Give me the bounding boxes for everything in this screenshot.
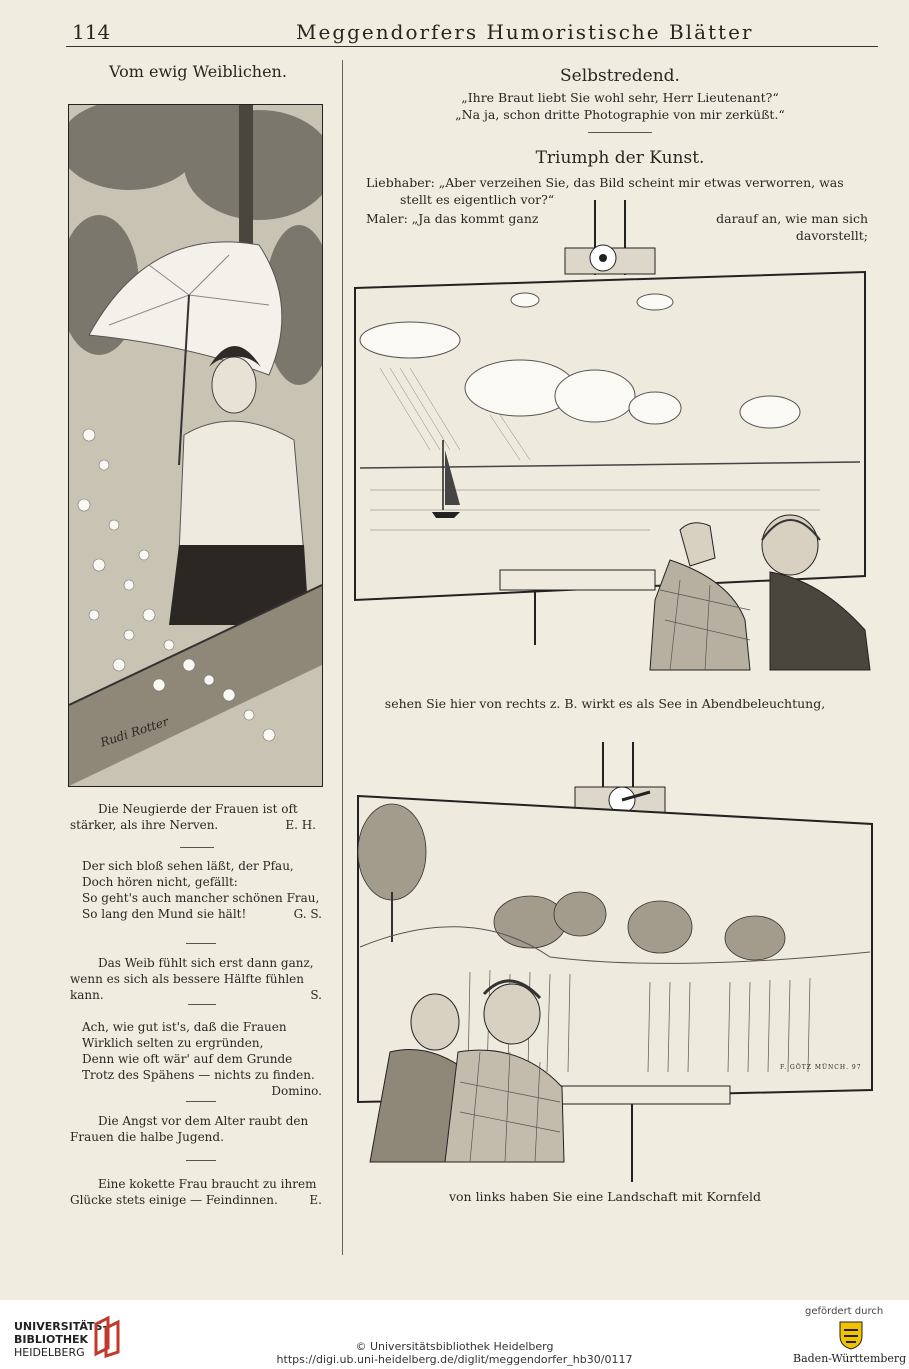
aphorism-1-line-2: stärker, als ihre Nerven. <box>70 818 219 832</box>
aphorism-4-author: E. <box>309 1193 322 1207</box>
joke2-line-3-right: darauf an, wie man sich davorstellt; <box>716 211 868 243</box>
joke2-line-1: Liebhaber: „Aber verzeihen Sie, das Bild scheint mir etwas verworren, was <box>366 175 844 190</box>
joke2-title: Triumph der Kunst. <box>535 148 705 168</box>
aphorism-3 <box>70 1113 322 1145</box>
separator <box>186 943 216 944</box>
library-line-2: BIBLIOTHEK <box>14 1333 89 1346</box>
painting-scene-left-drawing <box>350 742 880 1182</box>
poem-2-line-1: Ach, wie gut ist's, daß die Frauen <box>82 1020 287 1034</box>
page-number: 114 <box>72 20 111 44</box>
library-line-1: UNIVERSITÄTS- <box>14 1320 108 1333</box>
painting-signature: F. GÖTZ MÜNCH. 97 <box>780 1064 862 1071</box>
aphorism-2-author: S. <box>310 988 322 1002</box>
illustration-drawing <box>69 105 322 786</box>
running-title: Meggendorfers Humoristische Blätter <box>296 20 754 44</box>
aphorism-3-line-2: Frauen die halbe Jugend. <box>70 1130 224 1144</box>
footer-bar <box>0 1300 909 1369</box>
aphorism-4 <box>70 1176 322 1208</box>
caption-left-view: von links haben Sie eine Landschaft mit Kornfeld <box>448 1189 762 1204</box>
painting-scene-right <box>350 200 880 680</box>
poem-1-author: G. S. <box>293 907 322 921</box>
poem-1-line-1: Der sich bloß sehen läßt, der Pfau, <box>82 859 294 873</box>
joke1-title: Selbstredend. <box>560 66 680 86</box>
running-header <box>66 16 878 47</box>
poem-2-line-3: Denn wie oft wär' auf dem Grunde <box>82 1052 293 1066</box>
copyright-text: © Universitätsbibliothek Heidelberg <box>355 1340 554 1353</box>
poem-2 <box>70 1019 322 1099</box>
joke2-line-2: stellt es eigentlich vor?“ <box>400 192 555 207</box>
state-crest-icon <box>838 1320 864 1350</box>
aphorism-2-line-1: Das Weib fühlt sich erst dann ganz, <box>98 956 314 970</box>
aphorism-2 <box>70 955 322 1003</box>
left-title: Vom ewig Weiblichen. <box>109 62 287 81</box>
joke2-line-3-left: Maler: „Ja das kommt ganz <box>366 211 539 226</box>
separator <box>186 1160 216 1161</box>
column-divider <box>342 60 343 1255</box>
aphorism-1-author: E. H. <box>285 818 316 832</box>
poem-2-line-4: Trotz des Spähens — nichts zu finden. <box>82 1068 315 1082</box>
joke1-line-2: „Na ja, schon dritte Photographie von mir zerküßt.“ <box>455 107 785 122</box>
aphorism-4-line-1: Eine kokette Frau braucht zu ihrem <box>98 1177 317 1191</box>
aphorism-1-line-1: Die Neugierde der Frauen ist oft <box>98 802 298 816</box>
separator <box>588 132 652 133</box>
aphorism-3-line-1: Die Angst vor dem Alter raubt den <box>98 1114 309 1128</box>
illustration-signature: Rudi Rotter <box>98 714 171 750</box>
aphorism-2-line-3: kann. <box>70 988 104 1002</box>
sponsor-name: Baden-Württemberg <box>793 1352 907 1365</box>
aphorism-2-line-2: wenn es sich als bessere Hälfte fühlen <box>70 972 304 986</box>
joke1-line-1: „Ihre Braut liebt Sie wohl sehr, Herr Lieutenant?“ <box>461 90 779 105</box>
joke1-body <box>350 89 890 123</box>
painting-scene-right-drawing <box>350 200 880 680</box>
poem-1 <box>70 858 322 922</box>
caption-right-view: sehen Sie hier von rechts z. B. wirkt es als See in Abendbeleuchtung, <box>384 696 826 711</box>
woman-with-parasol-illustration <box>68 104 323 787</box>
separator <box>188 1004 216 1005</box>
permalink-url[interactable]: https://digi.ub.uni-heidelberg.de/diglit/meggendorfer_hb30/0117 <box>276 1353 633 1366</box>
aphorism-4-line-2: Glücke stets einige — Feindinnen. <box>70 1193 278 1207</box>
poem-2-author: Domino. <box>271 1084 322 1098</box>
poem-2-line-2: Wirklich selten zu ergründen, <box>82 1036 264 1050</box>
separator <box>180 847 214 848</box>
aphorism-1 <box>70 801 322 833</box>
sponsor-label: gefördert durch <box>805 1306 884 1317</box>
poem-1-line-3: So geht's auch mancher schönen Frau, <box>82 891 320 905</box>
library-line-3: HEIDELBERG <box>14 1346 85 1359</box>
separator <box>186 1101 216 1102</box>
poem-1-line-4: So lang den Mund sie hält! <box>82 907 247 921</box>
footer-credit <box>0 1340 909 1366</box>
poem-1-line-2: Doch hören nicht, gefällt: <box>82 875 238 889</box>
painting-scene-left <box>350 742 880 1182</box>
